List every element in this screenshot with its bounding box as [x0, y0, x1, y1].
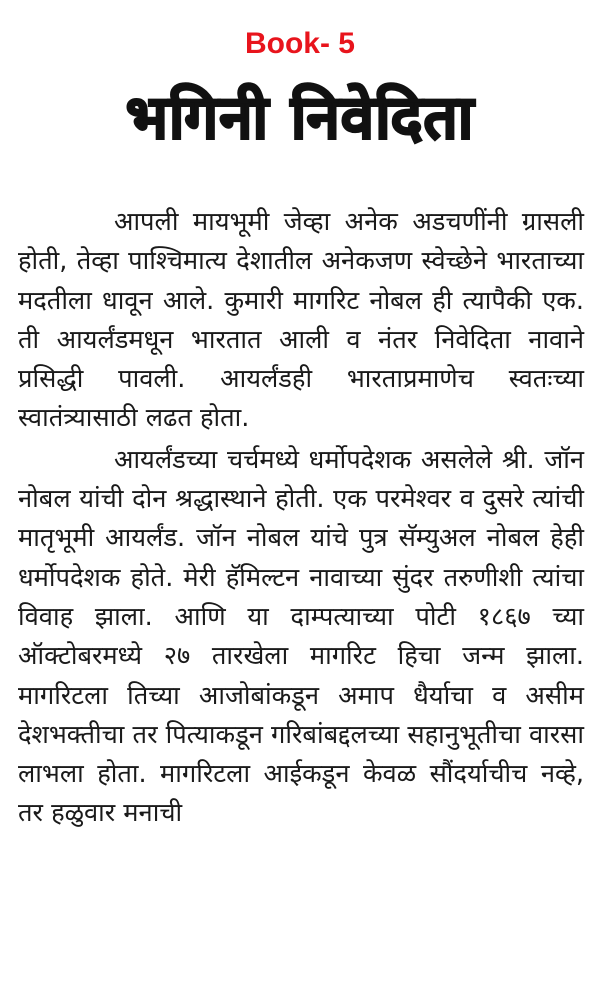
paragraph-2: आयर्लंडच्या चर्चमध्ये धर्मोपदेशक असलेले श्री. जॉन नोबल यांची दोन श्रद्धास्थाने होती. एक परमेश्वर व दुसरे त्यांची मातृभूमी आयर्लंड. जॉन नोबल यांचे पुत्र सॅम्युअल नोबल हेही धर्मोपदेशक होते. मेरी हॅमिल्टन नावाच्या सुंदर तरुणीशी त्यांचा विवाह झाला. आणि या दाम्पत्याच्या पोटी १८६७ च्या ऑक्टोबरमध्ये २७ तारखेला मागरिट हिचा जन्म झाला. मागरिटला तिच्या आजोबांकडून अमाप धैर्याचा व असीम देशभक्तीचा तर पित्याकडून गरिबांबद्दलच्या सहानुभूतीचा वारसा लाभला होता. मागरिटला आईकडून केवळ सौंदर्याचीच नव्हे, तर हळुवार मनाची	[18, 444, 584, 829]
body-text	[18, 203, 584, 834]
paragraph-1: आपली मायभूमी जेव्हा अनेक अडचणींनी ग्रासली होती, तेव्हा पाश्चिमात्य देशातील अनेकजण स्वेच्छेने भारताच्या मदतीला धावून आले. कुमारी मागरिट नोबल ही त्यापैकी एक. ती आयर्लंडमधून भारतात आली व नंतर निवेदिता नावाने प्रसिद्धी पावली. आयर्लंडही भारताप्रमाणेच स्वतःच्या स्वातंत्र्यासाठी लढत होता.	[18, 207, 584, 434]
book-number-label: Book- 5	[244, 27, 355, 60]
chapter-title: भगिनी निवेदिता	[125, 83, 475, 153]
